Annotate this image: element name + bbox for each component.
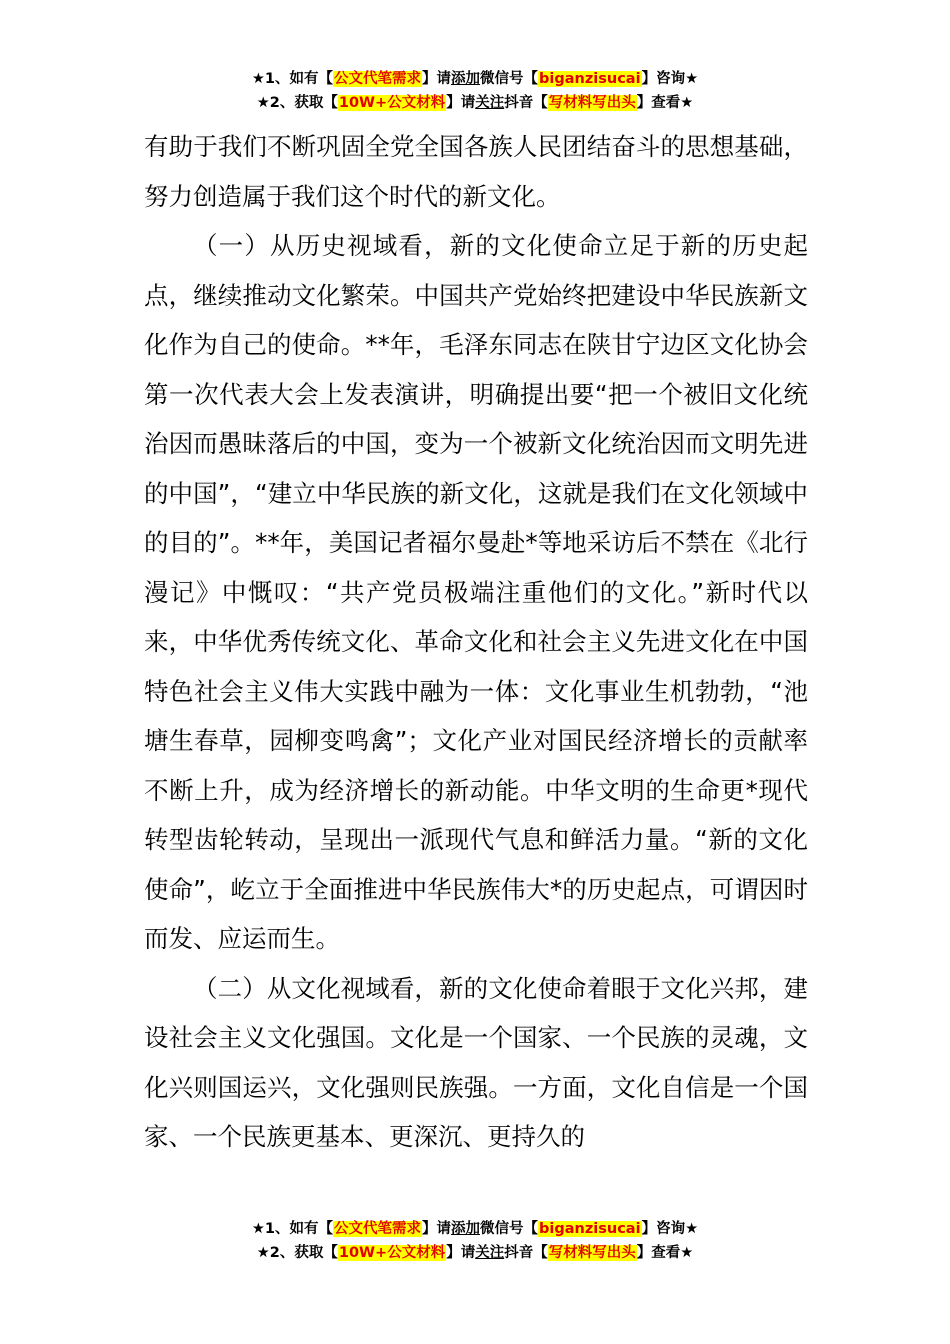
banner-highlight: 公文代笔需求 xyxy=(334,1221,422,1237)
banner-line-1 xyxy=(0,67,950,91)
banner-highlight: biganzisucai xyxy=(539,1221,641,1237)
banner-text: 】查看★ xyxy=(636,95,694,111)
banner-highlight: biganzisucai xyxy=(539,71,641,87)
paragraph: （一）从历史视域看，新的文化使命立足于新的历史起点，继续推动文化繁荣。中国共产党始终把建设中华民族新文化作为自己的使命。**年，毛泽东同志在陕甘宁边区文化协会第一次代表大会上发表演讲，明确提出要“把一个被旧文化统治因而愚昧落后的中国，变为一个被新文化统治因而文明先进的中国”，“建立中华民族的新文化，这就是我们在文化领域中的目的”。**年，美国记者福尔曼赴*等地采访后不禁在《北行漫记》中慨叹：“共产党员极端注重他们的文化。”新时代以来，中华优秀传统文化、革命文化和社会主义先进文化在中国特色社会主义伟大实践中融为一体：文化事业生机勃勃，“池塘生春草，园柳变鸣禽”；文化产业对国民经济增长的贡献率不断上升，成为经济增长的新动能。中华文明的生命更*现代转型齿轮转动，呈现出一派现代气息和鲜活力量。“新的文化使命”，屹立于全面推进中华民族伟大*的历史起点，可谓因时而发、应运而生。 xyxy=(144,231,808,953)
banner-text: 抖音【 xyxy=(504,1245,548,1261)
banner-text: 】请 xyxy=(446,1245,476,1261)
banner-text: ★2、获取【 xyxy=(256,1245,338,1261)
banner-highlight: 写材料写出头 xyxy=(548,95,636,111)
header-banner xyxy=(0,67,950,115)
banner-text: 】请 xyxy=(446,95,476,111)
banner-text: 】查看★ xyxy=(636,1245,694,1261)
banner-text: 】咨询★ xyxy=(641,71,699,87)
banner-emphasis: 添加 xyxy=(451,1221,481,1237)
banner-highlight: 公文代笔需求 xyxy=(334,71,422,87)
banner-emphasis: 关注 xyxy=(475,95,505,111)
banner-line-2 xyxy=(0,1241,950,1265)
banner-text: ★1、如有【 xyxy=(251,71,334,87)
banner-line-2 xyxy=(0,91,950,115)
banner-text: 微信号【 xyxy=(480,1221,539,1237)
paragraph: （二）从文化视域看，新的文化使命着眼于文化兴邦，建设社会主义文化强国。文化是一个国家、一个民族的灵魂，文化兴则国运兴，文化强则民族强。一方面，文化自信是一个国家、一个民族更基本、更深沉、更持久的 xyxy=(144,973,808,1151)
banner-text: 抖音【 xyxy=(504,95,548,111)
banner-text: ★1、如有【 xyxy=(251,1221,334,1237)
banner-emphasis: 关注 xyxy=(475,1245,505,1261)
paragraph: 有助于我们不断巩固全党全国各族人民团结奋斗的思想基础，努力创造属于我们这个时代的新文化。 xyxy=(144,132,808,211)
banner-text: 】咨询★ xyxy=(641,1221,699,1237)
banner-text: 微信号【 xyxy=(480,71,539,87)
banner-highlight: 10W+公文材料 xyxy=(338,95,446,111)
document-body xyxy=(144,122,808,1162)
banner-highlight: 写材料写出头 xyxy=(548,1245,636,1261)
banner-text: 】请 xyxy=(422,1221,452,1237)
footer-banner xyxy=(0,1217,950,1265)
banner-text: 】请 xyxy=(422,71,452,87)
banner-text: ★2、获取【 xyxy=(256,95,338,111)
banner-highlight: 10W+公文材料 xyxy=(338,1245,446,1261)
banner-line-1 xyxy=(0,1217,950,1241)
banner-emphasis: 添加 xyxy=(451,71,481,87)
